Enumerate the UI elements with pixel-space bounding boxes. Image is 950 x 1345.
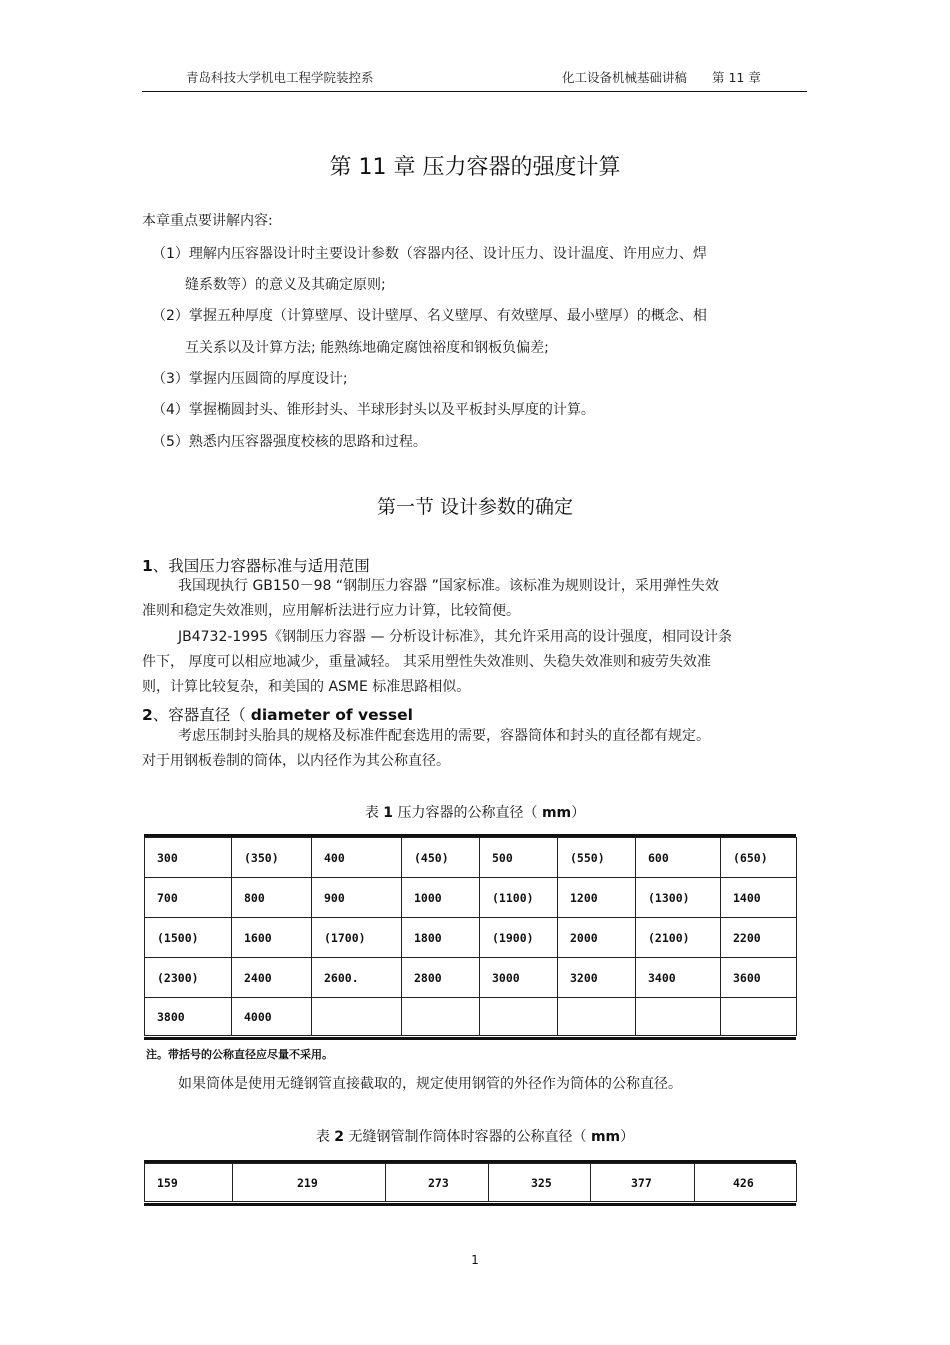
subsection-1-heading-text: 、我国压力容器标准与适用范围 <box>152 557 370 575</box>
table1-cell <box>558 998 636 1036</box>
table2-cell: 219 <box>233 1164 386 1202</box>
table1-cell: 3400 <box>636 958 721 998</box>
table1-cell: 2400 <box>232 958 312 998</box>
table1-cell: 1200 <box>558 878 636 918</box>
table1-cell: 700 <box>145 878 232 918</box>
table2-caption-text: 无缝钢管制作筒体时容器的公称直径（ <box>344 1129 591 1145</box>
seamless-pipe-paragraph: 如果筒体是使用无缝钢管直接截取的，规定使用钢管的外径作为筒体的公称直径。 <box>178 1076 682 1092</box>
key-point-line: （2）掌握五种厚度（计算壁厚、设计壁厚、名义壁厚、有效壁厚、最小壁厚）的概念、相 <box>152 308 707 324</box>
table1-cell: 3000 <box>480 958 558 998</box>
table1-cell: (1700) <box>312 918 402 958</box>
section-title: 第一节 设计参数的确定 <box>376 496 574 518</box>
table1-cell: (450) <box>402 838 480 878</box>
table1-cell: 300 <box>145 838 232 878</box>
table1-bottom-rule <box>144 1037 796 1040</box>
key-point-line: 互关系以及计算方法; 能熟练地确定腐蚀裕度和钢板负偏差; <box>185 340 549 356</box>
chapter-title: 第 11 章 压力容器的强度计算 <box>329 155 621 180</box>
table1-cell: (1500) <box>145 918 232 958</box>
header-course-title: 化工设备机械基础讲稿 <box>562 70 688 85</box>
s1-paragraph-line: 则，计算比较复杂，和美国的 ASME 标准思路相似。 <box>142 679 471 695</box>
s2-paragraph-line: 考虑压制封头胎具的规格及标准件配套选用的需要，容器筒体和封头的直径都有规定。 <box>178 728 710 744</box>
table1-cell <box>636 998 721 1036</box>
table1-cell: 3200 <box>558 958 636 998</box>
table2-caption-close: ） <box>620 1129 635 1145</box>
table1-cell: (550) <box>558 838 636 878</box>
table1-cell: (350) <box>232 838 312 878</box>
key-point-line: （4）掌握椭圆封头、锥形封头、半球形封头以及平板封头厚度的计算。 <box>152 402 595 418</box>
table1-cell: 1000 <box>402 878 480 918</box>
table1-caption-prefix: 表 <box>364 805 384 821</box>
table1-cell: 800 <box>232 878 312 918</box>
table1-cell: (1900) <box>480 918 558 958</box>
table1-cell: 2000 <box>558 918 636 958</box>
page-number: 1 <box>471 1253 479 1267</box>
key-point-line: （1）理解内压容器设计时主要设计参数（容器内径、设计压力、设计温度、许用应力、焊 <box>152 246 707 262</box>
s1-paragraph-line: JB4732-1995《钢制压力容器 — 分析设计标准》，其允许采用高的设计强度，相同设计条 <box>178 629 732 645</box>
table1-cell <box>402 998 480 1036</box>
key-point-line: （3）掌握内压圆筒的厚度设计; <box>152 371 348 387</box>
table1-cell: (1100) <box>480 878 558 918</box>
table1-cell: 2600. <box>312 958 402 998</box>
table1-caption <box>0 802 950 822</box>
table1-cell: 4000 <box>232 998 312 1036</box>
table2-cell: 426 <box>695 1164 797 1202</box>
table1-cell <box>721 998 797 1036</box>
key-point-line: （5）熟悉内压容器强度校核的思路和过程。 <box>152 434 427 450</box>
subsection-1-heading <box>142 554 370 576</box>
table2-cell: 325 <box>489 1164 591 1202</box>
table1-caption-close: ） <box>571 805 586 821</box>
table2-pipe-diameters <box>144 1163 797 1202</box>
table2-bottom-rule <box>144 1203 796 1206</box>
table1-caption-number: 1 <box>383 805 394 821</box>
s1-paragraph-line: 件下， 厚度可以相应地减少，重量减轻。 其采用塑性失效准则、失稳失效准则和疲劳失效准 <box>142 654 711 670</box>
table1-cell: 1400 <box>721 878 797 918</box>
table1-cell <box>312 998 402 1036</box>
s1-paragraph-line: 准则和稳定失效准则，应用解析法进行应力计算，比较简便。 <box>142 603 520 619</box>
header-institution: 青岛科技大学机电工程学院装控系 <box>186 70 374 85</box>
table1-caption-text: 压力容器的公称直径（ <box>393 805 542 821</box>
subsection-2-heading <box>142 703 413 725</box>
s2-paragraph-line: 对于用钢板卷制的筒体，以内径作为其公称直径。 <box>142 753 450 769</box>
table1-cell: (2100) <box>636 918 721 958</box>
subsection-2-heading-text: 、容器直径（ <box>152 706 251 724</box>
header-chapter-ref: 第 11 章 <box>712 70 761 85</box>
table2-cell: 273 <box>386 1164 489 1202</box>
table2-caption-number: 2 <box>334 1129 345 1145</box>
table1-cell: (1300) <box>636 878 721 918</box>
table2-cell: 159 <box>145 1164 233 1202</box>
table1-cell: 2800 <box>402 958 480 998</box>
subsection-2-number: 2 <box>142 706 153 724</box>
table2-caption-unit: mm <box>590 1129 621 1145</box>
key-point-line: 缝系数等）的意义及其确定原则; <box>185 277 386 293</box>
subsection-1-number: 1 <box>142 557 153 575</box>
table1-note: 注。带括号的公称直径应尽量不采用。 <box>146 1048 333 1061</box>
s1-paragraph-line: 我国现执行 GB150－98 “钢制压力容器 ”国家标准。该标准为规则设计，采用弹性失效 <box>178 578 719 594</box>
table1-cell: 1800 <box>402 918 480 958</box>
table1-caption-unit: mm <box>541 805 572 821</box>
table1-cell: 500 <box>480 838 558 878</box>
table1-cell: 3800 <box>145 998 232 1036</box>
table1-cell: 1600 <box>232 918 312 958</box>
table1-cell: (2300) <box>145 958 232 998</box>
table1-cell: 2200 <box>721 918 797 958</box>
table1-cell: (650) <box>721 838 797 878</box>
table1-nominal-diameters <box>144 837 797 1036</box>
table2-caption <box>0 1126 950 1146</box>
table2-cell: 377 <box>591 1164 695 1202</box>
table1-cell: 600 <box>636 838 721 878</box>
table1-cell: 3600 <box>721 958 797 998</box>
table1-cell: 900 <box>312 878 402 918</box>
header-rule <box>142 91 807 92</box>
subsection-2-heading-en: diameter of vessel <box>250 706 413 724</box>
table1-cell: 400 <box>312 838 402 878</box>
key-points-intro: 本章重点要讲解内容: <box>142 213 273 229</box>
table1-cell <box>480 998 558 1036</box>
table2-caption-prefix: 表 <box>315 1129 335 1145</box>
